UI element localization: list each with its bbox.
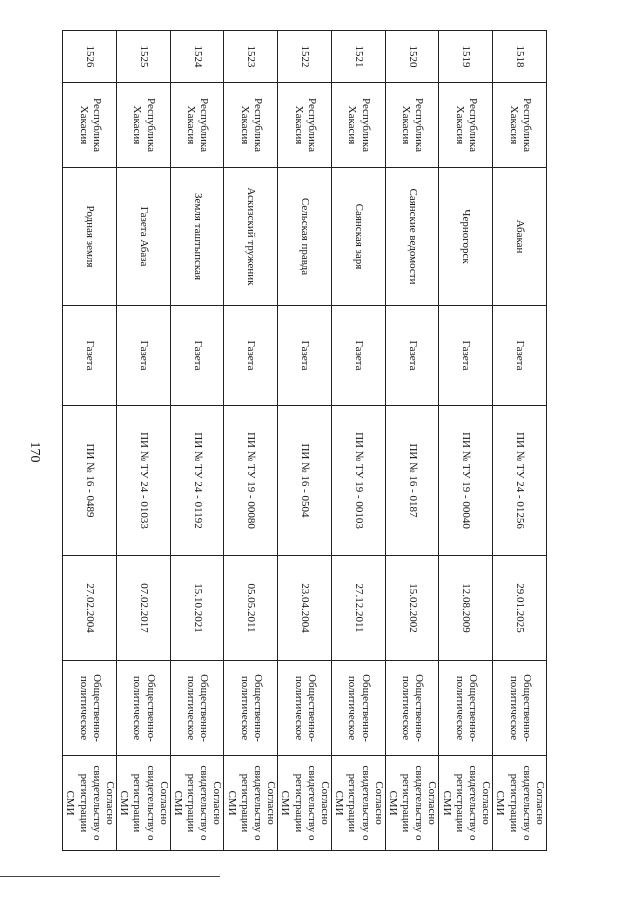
media-registry-table (62, 30, 547, 851)
note-cell: Согласно свидетельству о регистрации СМИ (439, 756, 493, 851)
row-number: 1521 (332, 31, 386, 83)
media-title-cell: Газета Абаза (117, 168, 171, 306)
distribution-form-cell: Газета (170, 306, 224, 406)
media-title-cell: Саянская заря (332, 168, 386, 306)
row-number: 1519 (439, 31, 493, 83)
table-row (385, 31, 439, 851)
row-number: 1523 (224, 31, 278, 83)
distribution-form-cell: Газета (224, 306, 278, 406)
media-title-cell: Сельская правда (278, 168, 332, 306)
subject-cell: Общественно-политическое (224, 661, 278, 756)
registration-number-cell: ПИ № 16 - 0187 (385, 406, 439, 556)
row-number: 1526 (63, 31, 117, 83)
distribution-form-cell: Газета (439, 306, 493, 406)
registration-number-cell: ПИ № ТУ 19 - 00040 (439, 406, 493, 556)
distribution-form-cell: Газета (63, 306, 117, 406)
table-row (439, 31, 493, 851)
subject-cell: Общественно-политическое (170, 661, 224, 756)
region-cell: Республика Хакасия (278, 83, 332, 168)
table-row (493, 31, 547, 851)
subject-cell: Общественно-политическое (493, 661, 547, 756)
registration-number-cell: ПИ № ТУ 24 - 01033 (117, 406, 171, 556)
registration-date-cell: 12.08.2009 (439, 556, 493, 661)
registration-date-cell: 23.04.2004 (278, 556, 332, 661)
distribution-form-cell: Газета (332, 306, 386, 406)
media-title-cell: Черногорск (439, 168, 493, 306)
registration-date-cell: 27.12.2011 (332, 556, 386, 661)
region-cell: Республика Хакасия (385, 83, 439, 168)
region-cell: Республика Хакасия (224, 83, 278, 168)
registry-table-container (64, 30, 547, 850)
media-title-cell: Саянские ведомости (385, 168, 439, 306)
subject-cell: Общественно-политическое (385, 661, 439, 756)
table-row (278, 31, 332, 851)
note-cell: Согласно свидетельству о регистрации СМИ (493, 756, 547, 851)
registration-number-cell: ПИ № ТУ 24 - 01192 (170, 406, 224, 556)
registration-date-cell: 27.02.2004 (63, 556, 117, 661)
registration-date-cell: 15.02.2002 (385, 556, 439, 661)
table-row (117, 31, 171, 851)
row-number: 1520 (385, 31, 439, 83)
row-number: 1518 (493, 31, 547, 83)
distribution-form-cell: Газета (117, 306, 171, 406)
subject-cell: Общественно-политическое (63, 661, 117, 756)
footer-rule (0, 876, 220, 877)
table-row (63, 31, 117, 851)
region-cell: Республика Хакасия (439, 83, 493, 168)
registration-number-cell: ПИ № ТУ 19 - 00103 (332, 406, 386, 556)
note-cell: Согласно свидетельству о регистрации СМИ (224, 756, 278, 851)
distribution-form-cell: Газета (385, 306, 439, 406)
row-number: 1525 (117, 31, 171, 83)
distribution-form-cell: Газета (493, 306, 547, 406)
region-cell: Республика Хакасия (63, 83, 117, 168)
region-cell: Республика Хакасия (170, 83, 224, 168)
note-cell: Согласно свидетельству о регистрации СМИ (278, 756, 332, 851)
row-number: 1522 (278, 31, 332, 83)
region-cell: Республика Хакасия (117, 83, 171, 168)
subject-cell: Общественно-политическое (439, 661, 493, 756)
note-cell: Согласно свидетельству о регистрации СМИ (385, 756, 439, 851)
media-title-cell: Родная земля (63, 168, 117, 306)
note-cell: Согласно свидетельству о регистрации СМИ (63, 756, 117, 851)
subject-cell: Общественно-политическое (332, 661, 386, 756)
page-number: 170 (27, 441, 42, 463)
table-row (170, 31, 224, 851)
registry-rows (63, 31, 547, 851)
region-cell: Республика Хакасия (493, 83, 547, 168)
media-title-cell: Абакан (493, 168, 547, 306)
media-title-cell: Аскизский труженик (224, 168, 278, 306)
row-number: 1524 (170, 31, 224, 83)
registration-number-cell: ПИ № 16 - 0504 (278, 406, 332, 556)
note-cell: Согласно свидетельству о регистрации СМИ (170, 756, 224, 851)
registration-date-cell: 07.02.2017 (117, 556, 171, 661)
table-row (332, 31, 386, 851)
region-cell: Республика Хакасия (332, 83, 386, 168)
registration-date-cell: 15.10.2021 (170, 556, 224, 661)
media-title-cell: Земля таштыпская (170, 168, 224, 306)
note-cell: Согласно свидетельству о регистрации СМИ (332, 756, 386, 851)
registration-number-cell: ПИ № ТУ 19 - 00080 (224, 406, 278, 556)
note-cell: Согласно свидетельству о регистрации СМИ (117, 756, 171, 851)
registration-date-cell: 05.05.2011 (224, 556, 278, 661)
subject-cell: Общественно-политическое (278, 661, 332, 756)
table-row (224, 31, 278, 851)
registration-number-cell: ПИ № 16 - 0489 (63, 406, 117, 556)
registration-number-cell: ПИ № ТУ 24 - 01256 (493, 406, 547, 556)
distribution-form-cell: Газета (278, 306, 332, 406)
registration-date-cell: 29.01.2025 (493, 556, 547, 661)
subject-cell: Общественно-политическое (117, 661, 171, 756)
